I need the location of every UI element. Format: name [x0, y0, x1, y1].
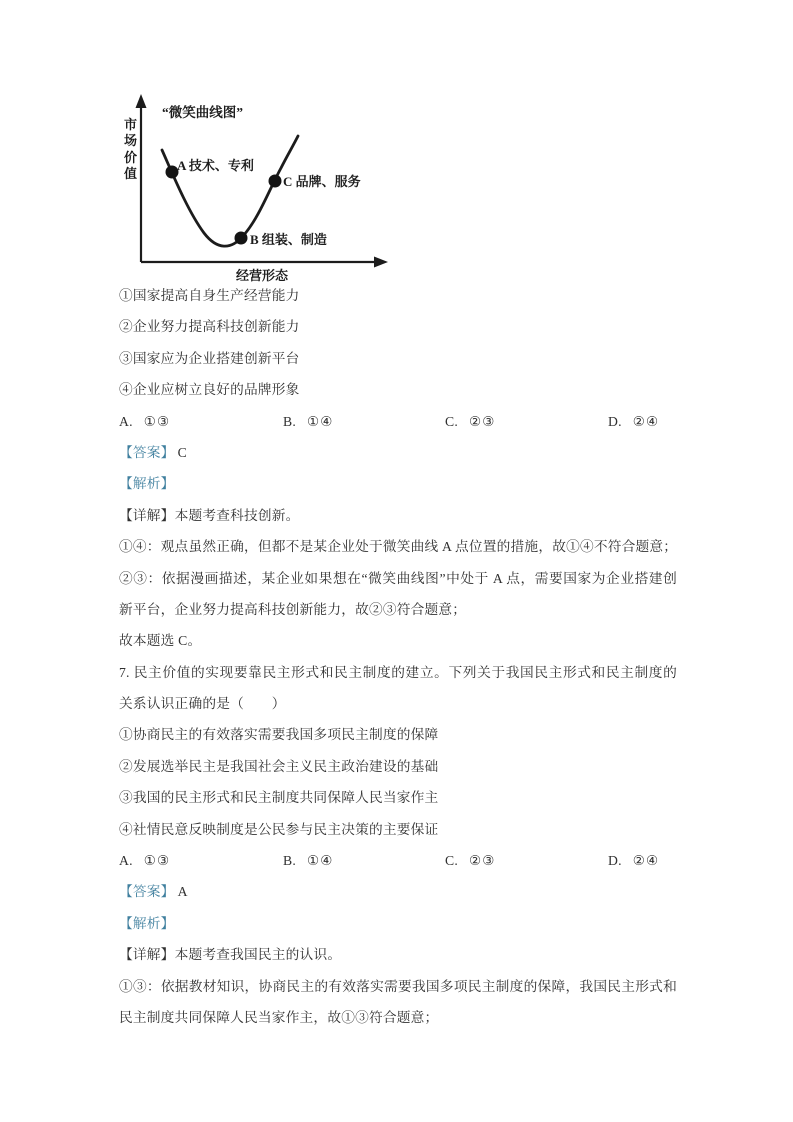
y-axis-arrow-icon [136, 94, 147, 108]
q7-choice-c [445, 845, 608, 876]
q6-choice-b-label: B. [283, 413, 296, 429]
q7-answer-line [119, 876, 677, 907]
x-axis-label: 经营形态 [236, 268, 289, 283]
q6-explanation-2-line-1: ②③：依据漫画描述，某企业如果想在“微笑曲线图”中处于 A 点，需要国家为企业搭建创 [119, 570, 677, 586]
q7-choice-c-label: C. [445, 853, 458, 869]
q7-explanation-line-1: ①③：依据教材知识，协商民主的有效落实需要我国多项民主制度的保障，我国民主形式和 [119, 978, 677, 994]
q7-option-3: ③我国的民主形式和民主制度共同保障人民当家作主 [119, 790, 439, 806]
q7-stem-line-1: 7. 民主价值的实现要靠民主形式和民主制度的建立。下列关于我国民主形式和民主制度的 [119, 664, 677, 680]
q6-choice-a-label: A. [119, 413, 133, 429]
q6-choices-row [119, 406, 677, 437]
q7-stem-line-2: 关系认识正确的是（ ） [119, 696, 286, 712]
q7-detail-line [119, 939, 677, 970]
q7-choice-a-nums: ①③ [143, 853, 171, 869]
q7-choices-row [119, 845, 677, 876]
y-axis-char-2: 场 [124, 133, 138, 148]
question-text-flow [119, 280, 677, 1033]
x-axis-arrow-icon [374, 257, 388, 268]
q6-answer-tag: 【答案】 [119, 444, 175, 460]
q6-option-3: ③国家应为企业搭建创新平台 [119, 350, 300, 366]
y-axis-char-4: 值 [124, 166, 138, 181]
q6-choice-d-label: D. [608, 413, 622, 429]
q7-option-2: ②发展选举民主是我国社会主义民主政治建设的基础 [119, 758, 439, 774]
q6-conclusion: 故本题选 C。 [119, 633, 202, 649]
smile-curve-figure [119, 90, 677, 286]
q7-explanation-line-2: 民主制度共同保障人民当家作主，故①③符合题意； [119, 1009, 439, 1025]
q6-detail-line [119, 500, 677, 531]
q6-detail-tag: 【详解】 [119, 507, 175, 523]
q7-choice-d [608, 845, 677, 876]
q7-answer-value: A [177, 884, 188, 900]
q6-choice-d [608, 406, 677, 437]
q6-explanation-1: ①④：观点虽然正确，但都不是某企业处于微笑曲线 A 点位置的措施，故①④不符合题意； [119, 539, 678, 555]
q7-option-4: ④社情民意反映制度是公民参与民主决策的主要保证 [119, 821, 439, 837]
q6-option-2: ②企业努力提高科技创新能力 [119, 319, 300, 335]
q6-choice-c [445, 406, 608, 437]
q6-answer-value: C [177, 444, 187, 460]
point-c-label: C 品牌、服务 [283, 174, 361, 189]
q7-choice-a-label: A. [119, 853, 133, 869]
smile-curve-path [162, 136, 298, 246]
q6-analysis-line [119, 468, 677, 499]
q6-choice-a [119, 406, 283, 437]
q7-choice-d-label: D. [608, 853, 622, 869]
smile-curve-chart [119, 90, 399, 286]
q6-choice-b [283, 406, 445, 437]
q6-option-4: ④企业应树立良好的品牌形象 [119, 382, 300, 398]
point-c-dot [269, 175, 282, 188]
q6-explanation-2-line-2: 新平台，企业努力提高科技创新能力，故②③符合题意； [119, 601, 467, 617]
q6-choice-c-nums: ②③ [468, 413, 496, 429]
q7-choice-b-nums: ①④ [306, 853, 334, 869]
q6-choice-b-nums: ①④ [306, 413, 334, 429]
q7-choice-b-label: B. [283, 853, 296, 869]
q7-answer-tag: 【答案】 [119, 884, 175, 900]
q7-detail-text: 本题考查我国民主的认识。 [174, 947, 342, 963]
q7-detail-tag: 【详解】 [119, 947, 175, 963]
q6-choice-d-nums: ②④ [632, 413, 660, 429]
q7-choice-b [283, 845, 445, 876]
q6-analysis-tag: 【解析】 [119, 476, 175, 492]
y-axis-char-1: 市 [124, 117, 138, 132]
q6-choice-c-label: C. [445, 413, 458, 429]
y-axis-char-3: 价 [124, 150, 138, 165]
q7-choice-c-nums: ②③ [468, 853, 496, 869]
q6-option-1: ①国家提高自身生产经营能力 [119, 288, 300, 303]
point-a-label: A 技术、专利 [177, 158, 254, 173]
q6-answer-line [119, 437, 677, 468]
point-b-label: B 组装、制造 [250, 232, 327, 247]
q7-choice-d-nums: ②④ [632, 853, 660, 869]
q7-option-1: ①协商民主的有效落实需要我国多项民主制度的保障 [119, 727, 439, 743]
chart-title: “微笑曲线图” [162, 105, 243, 120]
q6-choice-a-nums: ①③ [143, 413, 171, 429]
point-b-dot [235, 232, 248, 245]
q6-detail-text: 本题考查科技创新。 [174, 507, 300, 523]
q7-choice-a [119, 845, 283, 876]
q7-analysis-line [119, 908, 677, 939]
q7-analysis-tag: 【解析】 [119, 915, 175, 931]
